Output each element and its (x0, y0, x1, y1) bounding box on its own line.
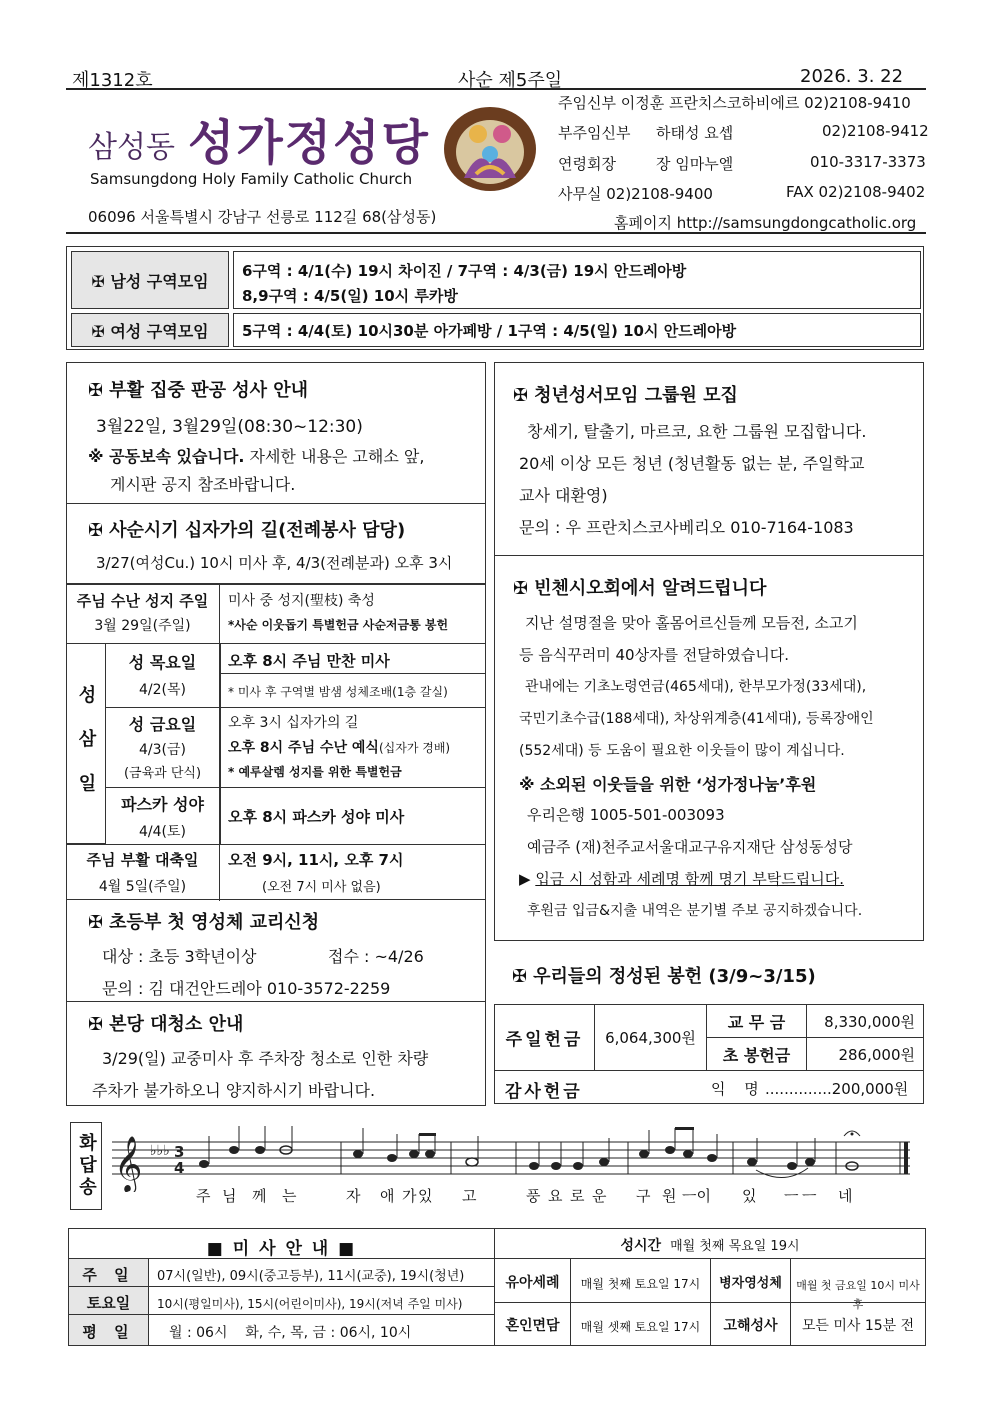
confession-note: ※ 공동보속 있습니다. 자세한 내용은 고해소 앞, (88, 447, 425, 466)
cross-icon: ✠ (512, 966, 528, 987)
confession-title: ✠ 부활 집중 판공 성사 안내 (88, 380, 309, 401)
confession-section (66, 362, 486, 504)
communion-contact: 문의 : 김 대건안드레아 010-3572-2259 (102, 979, 391, 998)
district-meetings (66, 246, 924, 350)
homepage-link[interactable]: 홈페이지 http://samsungdongcatholic.org (614, 214, 917, 232)
mass-schedule (68, 1228, 926, 1346)
contact-funeral-phone: 010-3317-3373 (810, 153, 926, 171)
vincent-p9: ▶ 입금 시 성함과 세례명 함께 명기 부탁드립니다. (519, 870, 845, 888)
mass-title: ■ 미 사 안 내 ■ (206, 1239, 357, 1259)
palm-row (66, 584, 486, 644)
youth-section (494, 362, 924, 556)
palm-desc2: *사순 이웃돕기 특별헌금 사순저금통 봉헌 (228, 618, 449, 632)
women-label-cell (71, 313, 229, 347)
youth-title: ✠ 청년성서모임 그룹원 모집 (513, 385, 738, 406)
stations-section (66, 504, 486, 584)
confession-label-cell: 고해성사 (711, 1303, 791, 1345)
thu-desc2: * 미사 후 구역별 밤샘 성체조배(1층 갈실) (228, 685, 448, 699)
cross-icon: ✠ (88, 380, 104, 401)
easter-row (66, 844, 486, 900)
mass-row-weekday-label: 평 일 (69, 1315, 149, 1345)
hymn-label-box (70, 1122, 102, 1210)
men-label: ✠ 남성 구역모임 (91, 271, 209, 291)
vincent-p5: (552세대) 등 도움이 필요한 이웃들이 많이 계십니다. (519, 743, 845, 759)
lyric: 님 (222, 1187, 237, 1205)
holy-family-logo (440, 104, 540, 194)
youth-contact: 문의 : 우 프란치스코사베리오 010-7164-1083 (519, 518, 854, 537)
fri-title: 성 금요일 (128, 715, 197, 734)
holy-week-table (66, 584, 486, 900)
offering-edu-amount-cell (807, 1005, 923, 1038)
lyric: 있 (742, 1187, 757, 1205)
vincent-title: ✠ 빈첸시오회에서 알려드립니다 (513, 578, 767, 599)
sat-label-cell (106, 788, 220, 844)
offering-thanks-amount: ..............200,000원 (765, 1080, 909, 1098)
contact-assistant-name: 하태성 요셉 (656, 124, 734, 142)
offering-candle-amount: 286,000원 (838, 1045, 915, 1064)
mass-title-cell (69, 1229, 495, 1259)
fri-desc2b: (십자가 경배) (378, 741, 451, 755)
holy-week-divider (66, 584, 486, 585)
lyric: 고 (462, 1187, 477, 1205)
women-cell (233, 313, 921, 347)
men-label-cell (71, 251, 229, 309)
vincent-p10: 후원금 입금&지출 내역은 분기별 주보 공지하겠습니다. (527, 903, 863, 919)
lyric: 네 (838, 1187, 853, 1205)
fri-desc2-wrap (228, 737, 478, 757)
title-big: 성가정성당 (188, 115, 430, 171)
men-cell (233, 251, 921, 309)
stations-title: ✠ 사순시기 십자가의 길(전례봉사 담당) (88, 520, 406, 541)
palm-label-cell (66, 584, 220, 644)
hymn-lyrics (196, 1185, 876, 1207)
svg-text:𝄞: 𝄞 (114, 1136, 143, 1192)
vincent-p1: 지난 설명절을 맞아 홀몸어르신들께 모듬전, 소고기 (525, 614, 858, 632)
offering-thanks-label: 감사헌금 (505, 1082, 583, 1102)
sick-label-cell: 병자영성체 (711, 1259, 791, 1303)
easter-date: 4월 5일(주일) (98, 879, 187, 895)
mass-row-sunday-label: 주 일 (69, 1259, 149, 1287)
address: 06096 서울특별시 강남구 선릉로 112길 68(삼성동) (88, 208, 437, 226)
vincent-p4: 국민기초수급(188세대), 차상위계층(41세대), 등록장애인 (519, 711, 874, 727)
offering-sunday-amount: 6,064,300원 (605, 1029, 696, 1047)
contact-fax: FAX 02)2108-9402 (786, 183, 926, 201)
lyric: 애 (380, 1187, 395, 1205)
palm-date: 3월 29일(주일) (94, 618, 191, 634)
communion-section (66, 900, 486, 1002)
youth-line1: 창세기, 탈출기, 마르코, 요한 그룹원 모집합니다. (527, 422, 867, 441)
confession-note2: 게시판 공지 참조바랍니다. (110, 475, 296, 494)
offering-sunday-label-cell (495, 1005, 595, 1071)
confession-value-cell: 모든 미사 15분 전 (801, 1318, 915, 1334)
communion-target: 대상 : 초등 3학년이상 (102, 947, 257, 966)
hymn-staff (108, 1122, 918, 1192)
offering-thanks-row (495, 1071, 923, 1103)
marriage-value-cell: 매월 셋째 토요일 17시 (571, 1303, 711, 1345)
palm-desc1: 미사 중 성지(聖枝) 축성 (228, 593, 375, 609)
thu-desc2-cell (220, 674, 486, 708)
holy-week-vline (220, 644, 221, 844)
adoration-label: 성시간 (620, 1238, 662, 1254)
mass-row-saturday-label: 토요일 (69, 1287, 149, 1315)
marriage-label-cell: 혼인면담 (495, 1303, 571, 1345)
cleaning-title: ✠ 본당 대청소 안내 (88, 1014, 244, 1035)
youth-line2: 20세 이상 모든 청년 (청년활동 없는 분, 주일학교 (519, 454, 865, 473)
triduum-side-label: 성 삼 일 (75, 685, 97, 802)
youth-line3: 교사 대환영) (519, 486, 608, 505)
lyric: ㅡ (802, 1187, 817, 1205)
easter-desc2: (오전 7시 미사 없음) (262, 880, 381, 895)
title-small: 삼성동 (88, 130, 175, 165)
sat-title: 파스카 성야 (121, 795, 204, 814)
thu-label-cell (106, 644, 220, 708)
sat-desc-cell (220, 788, 486, 844)
contact-office: 사무실 02)2108-9400 (558, 185, 713, 203)
hymn-label: 화답송 (76, 1133, 97, 1199)
offering-table (494, 1004, 924, 1104)
vincent-holder: 예금주 (재)천주교서울대교구유지재단 삼성동성당 (527, 838, 853, 856)
svg-text:3: 3 (174, 1143, 185, 1161)
offering-title: ✠ 우리들의 정성된 봉헌 (3/9~3/15) (512, 966, 816, 987)
fri-desc3: * 예루살렘 성지를 위한 특별헌금 (228, 765, 402, 779)
fri-desc1: 오후 3시 십자가의 길 (228, 715, 359, 731)
communion-deadline: 접수 : ~4/26 (328, 947, 424, 966)
offering-edu-label-cell (707, 1005, 807, 1038)
fri-label-cell (106, 708, 220, 788)
vincent-account: 우리은행 1005-501-003093 (527, 806, 725, 824)
svg-text:♭♭♭: ♭♭♭ (150, 1143, 170, 1159)
men-line2: 8,9구역 : 4/5(일) 10시 루카방 (242, 287, 458, 305)
fri-note: (금육과 단식) (123, 766, 202, 781)
easter-desc-cell (228, 849, 403, 895)
contact-funeral-label: 연령회장 (558, 155, 616, 173)
season: 사순 제5주일 (458, 70, 563, 91)
stations-line: 3/27(여성Cu.) 10시 미사 후, 4/3(전례분과) 오후 3시 (96, 554, 453, 572)
vincent-p2: 등 음식꾸러미 40상자를 전달하였습니다. (519, 646, 790, 664)
issue-date: 2026. 3. 22 (800, 66, 904, 87)
easter-desc1: 오전 9시, 11시, 오후 7시 (228, 851, 404, 869)
sat-date: 4/4(토) (139, 824, 186, 840)
lyric: 원 (662, 1187, 677, 1205)
fri-desc-cell (220, 708, 486, 788)
cleaning-line1: 3/29(일) 교중미사 후 주차장 청소로 인한 차량 (102, 1049, 429, 1068)
fri-desc2: 오후 8시 주님 수난 예식 (228, 740, 379, 756)
infant-value-cell: 매월 첫째 토요일 17시 (571, 1259, 711, 1303)
adoration-cell (495, 1229, 925, 1259)
cross-icon: ✠ (513, 578, 529, 599)
easter-title: 주님 부활 대축일 (86, 851, 199, 869)
lyric: 가 (402, 1187, 417, 1205)
header-divider (66, 232, 926, 234)
offering-candle-label-cell (707, 1038, 807, 1071)
lyric: ㅡ (784, 1187, 799, 1205)
offering-sunday-amount-cell (595, 1005, 707, 1071)
palm-title: 주님 수난 성지 주일 (76, 592, 209, 610)
contact-funeral-name: 장 임마누엘 (656, 155, 734, 173)
mass-row-weekday-value: 월 : 06시 화, 수, 목, 금 : 06시, 10시 (149, 1315, 495, 1345)
lyric: 로 (570, 1187, 585, 1205)
adoration-value: 매월 첫째 목요일 19시 (670, 1239, 800, 1254)
women-label: ✠ 여성 구역모임 (91, 321, 209, 341)
offering-sunday-label: 주일헌금 (505, 1030, 584, 1050)
lyric: ㅡ이 (682, 1187, 711, 1205)
offering-edu-amount: 8,330,000원 (824, 1012, 915, 1031)
offering-candle-amount-cell (807, 1038, 923, 1071)
easter-label-cell (66, 845, 220, 901)
vincent-p6: ※ 소외된 이웃들을 위한 ‘성가정나눔’후원 (519, 775, 817, 794)
thu-desc1-cell (220, 644, 486, 674)
offering-edu-label: 교 무 금 (727, 1012, 786, 1032)
vincent-section (494, 555, 924, 941)
cross-icon: ✠ (513, 385, 529, 406)
triduum-side-cell (66, 644, 106, 844)
offering-thanks-name: 익 명 (711, 1080, 759, 1098)
communion-title: ✠ 초등부 첫 영성체 교리신청 (88, 912, 320, 933)
cross-icon: ✠ (88, 912, 104, 933)
lyric: 풍 (526, 1187, 541, 1205)
sick-value-cell: 매월 첫 금요일 10시 미사 후 (791, 1259, 925, 1303)
lyric: 운 (592, 1187, 607, 1205)
infant-label-cell: 유아세례 (495, 1259, 571, 1303)
men-line1: 6구역 : 4/1(수) 19시 차이진 / 7구역 : 4/3(금) 19시 안드레아방 (242, 262, 687, 280)
cross-icon: ✠ (88, 520, 104, 541)
offering-candle-label: 초 봉헌금 (722, 1045, 791, 1065)
issue-number: 제1312호 (72, 70, 153, 91)
lyric: 있 (418, 1187, 433, 1205)
palm-desc-cell (228, 590, 448, 633)
thu-date: 4/2(목) (139, 682, 186, 698)
confession-dates: 3월22일, 3월29일(08:30~12:30) (96, 417, 363, 437)
title-english: Samsungdong Holy Family Catholic Church (90, 170, 413, 188)
lyric: 주 (196, 1187, 211, 1205)
lyric: 자 (346, 1187, 361, 1205)
sat-desc: 오후 8시 파스카 성야 미사 (228, 808, 405, 826)
svg-text:4: 4 (174, 1159, 185, 1177)
vincent-p3: 관내에는 기초노령연금(465세대), 한부모가정(33세대), (525, 679, 867, 695)
fri-date: 4/3(금) (139, 742, 186, 758)
thu-title: 성 목요일 (128, 653, 197, 672)
cross-icon: ✠ (88, 1014, 104, 1035)
cleaning-section (66, 1002, 486, 1106)
lyric: 구 (636, 1187, 651, 1205)
mass-row-sunday-value: 07시(일반), 09시(중고등부), 11시(교중), 19시(청년) (149, 1259, 495, 1287)
contact-pastor: 주임신부 이정훈 프란치스코하비에르 02)2108-9410 (558, 94, 911, 112)
contact-assistant-phone: 02)2108-9412 (822, 122, 929, 140)
lyric: 께 (252, 1187, 267, 1205)
cleaning-line2: 주차가 불가하오니 양지하시기 바랍니다. (92, 1081, 376, 1100)
thu-desc1: 오후 8시 주님 만찬 미사 (228, 652, 390, 670)
women-line: 5구역 : 4/4(토) 10시30분 아가페방 / 1구역 : 4/5(일) 10시 안드레아방 (242, 322, 737, 340)
mass-row-saturday-value: 10시(평일미사), 15시(어린이미사), 19시(저녁 주일 미사) (149, 1287, 495, 1315)
contact-assistant-label: 부주임신부 (558, 124, 631, 142)
lyric: 는 (282, 1187, 297, 1205)
lyric: 요 (548, 1187, 563, 1205)
